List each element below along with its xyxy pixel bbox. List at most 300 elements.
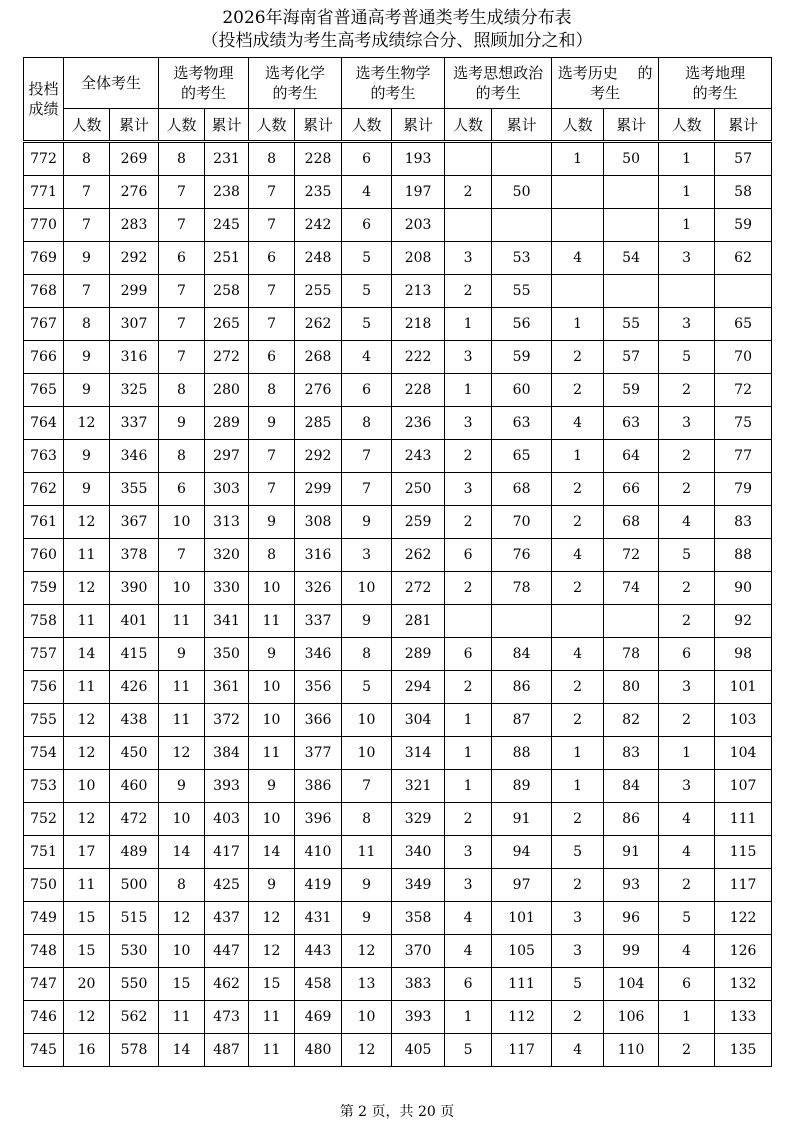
table-cell: 86 xyxy=(604,803,659,836)
table-cell: 6 xyxy=(445,968,492,1001)
table-cell: 367 xyxy=(110,506,159,539)
table-cell: 11 xyxy=(159,704,205,737)
table-cell: 443 xyxy=(295,935,342,968)
table-cell: 63 xyxy=(492,407,552,440)
table-row xyxy=(24,869,772,902)
table-cell: 487 xyxy=(205,1034,249,1067)
table-cell: 104 xyxy=(715,737,772,770)
table-cell: 370 xyxy=(392,935,445,968)
table-cell: 72 xyxy=(604,539,659,572)
header-count: 人数 xyxy=(445,109,492,142)
header-group-geography: 选考地理 的考生 xyxy=(659,58,772,109)
table-cell xyxy=(552,275,604,308)
table-cell: 10 xyxy=(342,737,392,770)
table-cell: 1 xyxy=(659,176,715,209)
table-cell: 377 xyxy=(295,737,342,770)
table-cell: 11 xyxy=(159,1001,205,1034)
table-cell: 366 xyxy=(295,704,342,737)
table-cell: 410 xyxy=(295,836,342,869)
table-cell: 390 xyxy=(110,572,159,605)
table-cell: 2 xyxy=(552,473,604,506)
table-cell: 11 xyxy=(159,671,205,704)
table-row xyxy=(24,737,772,770)
table-cell: 55 xyxy=(492,275,552,308)
table-cell: 3 xyxy=(445,869,492,902)
score-cell: 769 xyxy=(24,242,64,275)
table-cell: 330 xyxy=(205,572,249,605)
table-cell: 80 xyxy=(604,671,659,704)
table-cell: 2 xyxy=(659,704,715,737)
page-footer: 第 2 页，共 20 页 xyxy=(339,1104,455,1120)
table-cell: 7 xyxy=(159,341,205,374)
header-group-politics: 选考思想政治 的考生 xyxy=(445,58,552,109)
table-cell: 3 xyxy=(659,407,715,440)
header-group-physics: 选考物理 的考生 xyxy=(159,58,249,109)
table-cell: 6 xyxy=(342,209,392,242)
table-cell: 70 xyxy=(715,341,772,374)
table-cell: 15 xyxy=(64,935,110,968)
table-cell: 11 xyxy=(64,869,110,902)
table-row xyxy=(24,638,772,671)
header-count: 人数 xyxy=(552,109,604,142)
table-cell: 1 xyxy=(552,737,604,770)
table-cell: 3 xyxy=(552,935,604,968)
table-cell xyxy=(445,209,492,242)
table-cell: 262 xyxy=(295,308,342,341)
table-cell: 7 xyxy=(342,473,392,506)
table-cell: 9 xyxy=(64,374,110,407)
table-cell: 6 xyxy=(659,968,715,1001)
table-cell: 12 xyxy=(159,902,205,935)
table-cell: 562 xyxy=(110,1001,159,1034)
score-cell: 754 xyxy=(24,737,64,770)
table-cell: 272 xyxy=(205,341,249,374)
table-cell: 105 xyxy=(492,935,552,968)
page-subtitle: （投档成绩为考生高考成绩综合分、照顾加分之和） xyxy=(201,31,593,51)
header-score: 投档 成绩 xyxy=(24,58,64,142)
table-cell: 2 xyxy=(552,803,604,836)
table-cell: 2 xyxy=(552,341,604,374)
table-cell: 325 xyxy=(110,374,159,407)
table-cell: 83 xyxy=(604,737,659,770)
table-cell: 450 xyxy=(110,737,159,770)
table-cell: 11 xyxy=(342,836,392,869)
table-cell: 1 xyxy=(445,704,492,737)
table-cell: 76 xyxy=(492,539,552,572)
table-cell: 378 xyxy=(110,539,159,572)
table-cell: 8 xyxy=(159,142,205,176)
table-cell xyxy=(604,209,659,242)
table-cell: 115 xyxy=(715,836,772,869)
table-cell: 62 xyxy=(715,242,772,275)
table-row xyxy=(24,671,772,704)
table-cell: 8 xyxy=(249,374,295,407)
table-cell: 63 xyxy=(604,407,659,440)
table-cell: 425 xyxy=(205,869,249,902)
table-cell: 1 xyxy=(659,1001,715,1034)
table-row xyxy=(24,770,772,803)
table-cell: 7 xyxy=(64,176,110,209)
table-cell: 3 xyxy=(342,539,392,572)
score-cell: 757 xyxy=(24,638,64,671)
table-cell: 66 xyxy=(604,473,659,506)
score-cell: 748 xyxy=(24,935,64,968)
table-cell: 2 xyxy=(659,869,715,902)
table-cell: 276 xyxy=(295,374,342,407)
table-cell: 10 xyxy=(342,572,392,605)
score-cell: 759 xyxy=(24,572,64,605)
table-cell: 9 xyxy=(342,869,392,902)
table-cell: 88 xyxy=(715,539,772,572)
table-cell: 5 xyxy=(659,341,715,374)
table-cell: 299 xyxy=(110,275,159,308)
header-group-chemistry: 选考化学 的考生 xyxy=(249,58,342,109)
table-cell: 329 xyxy=(392,803,445,836)
table-cell: 70 xyxy=(492,506,552,539)
table-row xyxy=(24,209,772,242)
table-cell: 5 xyxy=(445,1034,492,1067)
table-cell: 9 xyxy=(249,770,295,803)
table-cell: 110 xyxy=(604,1034,659,1067)
table-cell xyxy=(604,605,659,638)
table-cell: 7 xyxy=(159,539,205,572)
table-cell: 2 xyxy=(445,440,492,473)
score-distribution-table xyxy=(23,57,772,1067)
table-cell: 14 xyxy=(159,1034,205,1067)
table-cell: 272 xyxy=(392,572,445,605)
table-cell: 3 xyxy=(445,242,492,275)
table-cell: 1 xyxy=(552,440,604,473)
table-cell: 9 xyxy=(249,638,295,671)
table-cell: 5 xyxy=(342,308,392,341)
table-cell: 4 xyxy=(552,407,604,440)
table-cell: 106 xyxy=(604,1001,659,1034)
table-cell: 1 xyxy=(445,374,492,407)
score-cell: 763 xyxy=(24,440,64,473)
table-row xyxy=(24,803,772,836)
score-cell: 745 xyxy=(24,1034,64,1067)
score-cell: 771 xyxy=(24,176,64,209)
table-cell: 10 xyxy=(159,935,205,968)
table-cell: 12 xyxy=(64,506,110,539)
table-cell: 294 xyxy=(392,671,445,704)
table-cell: 50 xyxy=(492,176,552,209)
score-cell: 768 xyxy=(24,275,64,308)
table-cell: 228 xyxy=(295,142,342,176)
table-cell: 8 xyxy=(159,869,205,902)
table-cell: 5 xyxy=(659,902,715,935)
table-cell: 228 xyxy=(392,374,445,407)
header-group-all: 全体考生 xyxy=(64,58,159,109)
table-cell: 480 xyxy=(295,1034,342,1067)
table-cell: 10 xyxy=(249,572,295,605)
table-cell: 117 xyxy=(715,869,772,902)
table-cell: 515 xyxy=(110,902,159,935)
table-cell: 3 xyxy=(659,671,715,704)
table-cell: 12 xyxy=(342,1034,392,1067)
table-cell: 112 xyxy=(492,1001,552,1034)
table-cell: 54 xyxy=(604,242,659,275)
table-cell: 16 xyxy=(64,1034,110,1067)
table-cell: 307 xyxy=(110,308,159,341)
table-cell: 7 xyxy=(249,308,295,341)
score-cell: 755 xyxy=(24,704,64,737)
table-cell: 308 xyxy=(295,506,342,539)
table-cell: 304 xyxy=(392,704,445,737)
table-cell: 437 xyxy=(205,902,249,935)
header-row-subcols xyxy=(24,109,772,142)
table-row xyxy=(24,1034,772,1067)
table-cell: 13 xyxy=(342,968,392,1001)
table-row xyxy=(24,341,772,374)
table-cell: 1 xyxy=(659,737,715,770)
table-cell: 401 xyxy=(110,605,159,638)
table-cell: 11 xyxy=(249,605,295,638)
table-cell: 99 xyxy=(604,935,659,968)
table-cell: 11 xyxy=(249,737,295,770)
header-cumulative: 累计 xyxy=(205,109,249,142)
header-count: 人数 xyxy=(159,109,205,142)
table-cell: 462 xyxy=(205,968,249,1001)
header-row-groups xyxy=(24,58,772,109)
table-cell: 2 xyxy=(552,572,604,605)
table-cell: 88 xyxy=(492,737,552,770)
table-cell: 11 xyxy=(159,605,205,638)
table-cell: 89 xyxy=(492,770,552,803)
table-cell: 289 xyxy=(205,407,249,440)
score-cell: 760 xyxy=(24,539,64,572)
table-cell: 341 xyxy=(205,605,249,638)
table-cell: 1 xyxy=(445,1001,492,1034)
table-body xyxy=(24,142,772,1067)
table-cell: 550 xyxy=(110,968,159,1001)
table-cell: 57 xyxy=(715,142,772,176)
table-cell: 15 xyxy=(249,968,295,1001)
table-cell xyxy=(492,142,552,176)
table-cell: 11 xyxy=(64,671,110,704)
table-cell: 2 xyxy=(659,605,715,638)
table-cell: 55 xyxy=(604,308,659,341)
table-cell: 489 xyxy=(110,836,159,869)
table-cell: 292 xyxy=(295,440,342,473)
table-cell: 5 xyxy=(552,836,604,869)
table-cell: 245 xyxy=(205,209,249,242)
table-cell: 10 xyxy=(249,803,295,836)
page-title: 2026年海南省普通高考普通类考生成绩分布表 xyxy=(222,8,572,28)
score-cell: 767 xyxy=(24,308,64,341)
table-cell: 280 xyxy=(205,374,249,407)
header-count: 人数 xyxy=(659,109,715,142)
table-row xyxy=(24,935,772,968)
table-cell xyxy=(715,275,772,308)
score-cell: 772 xyxy=(24,142,64,176)
table-cell: 4 xyxy=(659,935,715,968)
table-row xyxy=(24,473,772,506)
table-cell: 276 xyxy=(110,176,159,209)
table-cell: 321 xyxy=(392,770,445,803)
table-cell: 10 xyxy=(342,704,392,737)
header-count: 人数 xyxy=(249,109,295,142)
table-cell: 213 xyxy=(392,275,445,308)
table-cell: 12 xyxy=(64,803,110,836)
table-cell: 59 xyxy=(604,374,659,407)
table-cell: 7 xyxy=(249,440,295,473)
table-cell: 358 xyxy=(392,902,445,935)
table-cell: 77 xyxy=(715,440,772,473)
table-cell: 90 xyxy=(715,572,772,605)
table-cell: 91 xyxy=(492,803,552,836)
table-cell: 313 xyxy=(205,506,249,539)
table-cell: 11 xyxy=(64,539,110,572)
table-cell: 6 xyxy=(159,242,205,275)
table-cell: 9 xyxy=(342,605,392,638)
table-cell: 281 xyxy=(392,605,445,638)
score-cell: 749 xyxy=(24,902,64,935)
table-cell: 1 xyxy=(445,770,492,803)
table-cell: 250 xyxy=(392,473,445,506)
table-cell: 9 xyxy=(64,473,110,506)
table-cell: 59 xyxy=(492,341,552,374)
table-cell: 262 xyxy=(392,539,445,572)
table-cell: 231 xyxy=(205,142,249,176)
table-cell: 218 xyxy=(392,308,445,341)
header-cumulative: 累计 xyxy=(110,109,159,142)
header-cumulative: 累计 xyxy=(715,109,772,142)
table-cell: 5 xyxy=(659,539,715,572)
table-cell xyxy=(604,275,659,308)
table-cell: 6 xyxy=(249,242,295,275)
table-cell: 2 xyxy=(552,671,604,704)
table-cell: 11 xyxy=(64,605,110,638)
table-cell: 396 xyxy=(295,803,342,836)
table-cell: 8 xyxy=(64,142,110,176)
table-cell: 14 xyxy=(64,638,110,671)
table-cell: 320 xyxy=(205,539,249,572)
table-cell: 6 xyxy=(159,473,205,506)
table-cell: 15 xyxy=(159,968,205,1001)
table-cell: 4 xyxy=(342,341,392,374)
table-row xyxy=(24,506,772,539)
table-cell: 8 xyxy=(342,638,392,671)
table-cell xyxy=(445,605,492,638)
table-cell: 15 xyxy=(64,902,110,935)
table-cell: 2 xyxy=(659,1034,715,1067)
table-row xyxy=(24,275,772,308)
table-cell: 9 xyxy=(159,770,205,803)
table-cell: 56 xyxy=(492,308,552,341)
table-cell: 111 xyxy=(715,803,772,836)
table-cell xyxy=(445,142,492,176)
table-row xyxy=(24,704,772,737)
table-row xyxy=(24,968,772,1001)
table-cell: 203 xyxy=(392,209,445,242)
table-cell: 208 xyxy=(392,242,445,275)
table-row xyxy=(24,902,772,935)
table-cell: 2 xyxy=(445,506,492,539)
table-cell: 9 xyxy=(249,869,295,902)
table-cell: 1 xyxy=(552,308,604,341)
table-cell: 283 xyxy=(110,209,159,242)
table-cell: 9 xyxy=(342,902,392,935)
table-cell: 122 xyxy=(715,902,772,935)
score-cell: 762 xyxy=(24,473,64,506)
score-cell: 765 xyxy=(24,374,64,407)
table-cell: 7 xyxy=(159,209,205,242)
table-cell: 386 xyxy=(295,770,342,803)
table-cell: 355 xyxy=(110,473,159,506)
table-cell: 2 xyxy=(552,374,604,407)
table-cell: 2 xyxy=(445,671,492,704)
table-cell: 3 xyxy=(659,770,715,803)
table-cell: 222 xyxy=(392,341,445,374)
score-cell: 764 xyxy=(24,407,64,440)
table-cell: 82 xyxy=(604,704,659,737)
table-cell: 9 xyxy=(64,341,110,374)
table-cell: 2 xyxy=(659,572,715,605)
table-cell: 101 xyxy=(492,902,552,935)
table-cell xyxy=(659,275,715,308)
table-cell: 9 xyxy=(64,440,110,473)
table-cell: 94 xyxy=(492,836,552,869)
table-cell: 438 xyxy=(110,704,159,737)
table-cell: 64 xyxy=(604,440,659,473)
table-cell: 6 xyxy=(445,638,492,671)
table-cell xyxy=(552,176,604,209)
table-cell: 255 xyxy=(295,275,342,308)
table-cell: 500 xyxy=(110,869,159,902)
table-cell: 5 xyxy=(552,968,604,1001)
table-cell: 447 xyxy=(205,935,249,968)
table-cell: 6 xyxy=(445,539,492,572)
table-row xyxy=(24,374,772,407)
table-cell: 68 xyxy=(604,506,659,539)
table-cell: 3 xyxy=(445,341,492,374)
table-cell: 65 xyxy=(715,308,772,341)
table-cell: 361 xyxy=(205,671,249,704)
table-cell: 7 xyxy=(249,473,295,506)
table-cell: 197 xyxy=(392,176,445,209)
table-cell: 384 xyxy=(205,737,249,770)
table-cell: 5 xyxy=(342,242,392,275)
table-cell: 2 xyxy=(552,506,604,539)
table-cell: 472 xyxy=(110,803,159,836)
table-cell: 299 xyxy=(295,473,342,506)
table-cell: 530 xyxy=(110,935,159,968)
table-cell: 243 xyxy=(392,440,445,473)
table-cell: 9 xyxy=(159,638,205,671)
table-cell: 103 xyxy=(715,704,772,737)
table-cell: 403 xyxy=(205,803,249,836)
table-row xyxy=(24,407,772,440)
table-cell: 75 xyxy=(715,407,772,440)
table-cell: 12 xyxy=(249,935,295,968)
score-cell: 751 xyxy=(24,836,64,869)
table-cell: 7 xyxy=(64,275,110,308)
table-cell: 346 xyxy=(110,440,159,473)
table-cell: 1 xyxy=(659,142,715,176)
table-cell: 3 xyxy=(659,308,715,341)
table-cell: 415 xyxy=(110,638,159,671)
table-cell: 10 xyxy=(159,506,205,539)
score-cell: 747 xyxy=(24,968,64,1001)
table-cell: 2 xyxy=(445,803,492,836)
table-cell: 405 xyxy=(392,1034,445,1067)
table-cell: 6 xyxy=(342,142,392,176)
header-cumulative: 累计 xyxy=(492,109,552,142)
table-cell: 1 xyxy=(552,770,604,803)
table-cell: 2 xyxy=(445,572,492,605)
table-cell: 10 xyxy=(249,704,295,737)
